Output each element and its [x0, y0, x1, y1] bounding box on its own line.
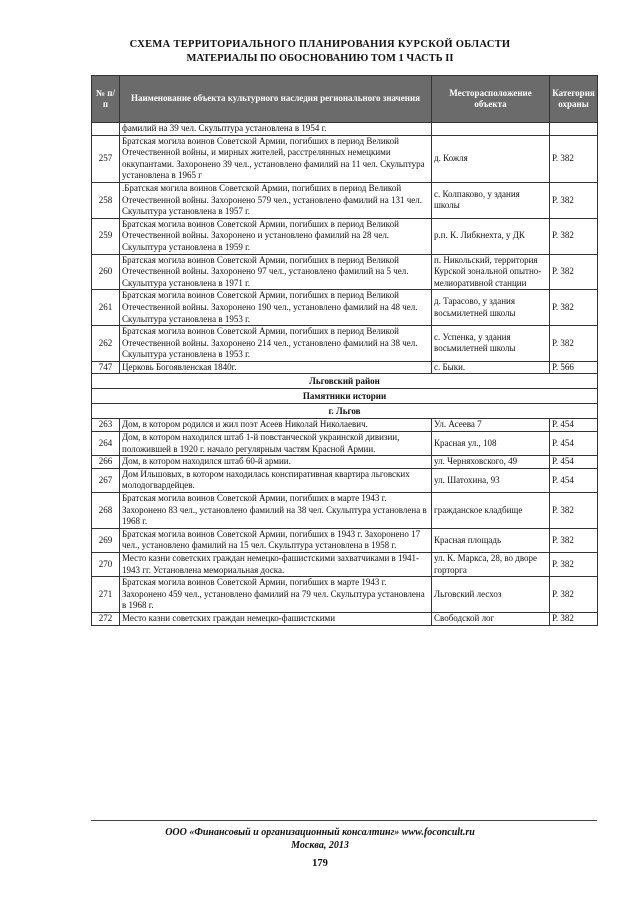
cell-name: Дом Ильшовых, в котором находилась конспиративная квартира льговских молодогвардейцев.	[120, 468, 432, 492]
cell-location: Льговский лесхоз	[432, 577, 550, 613]
cell-num: 268	[92, 493, 120, 529]
page-number: 179	[312, 858, 328, 869]
cell-num: 267	[92, 468, 120, 492]
cell-category: Р. 382	[550, 577, 598, 613]
cell-location: п. Никольский, территория Курской зональной опытно-мелиоративной станции	[432, 254, 550, 290]
cell-num: 266	[92, 456, 120, 469]
cell-location: ул. Черняховского, 49	[432, 456, 550, 469]
cell-name: Братская могила воинов Советской Армии, погибших в период Великой Отечественной войны. Захоронено и установлено фамилий на 28 чел. Скульптура установлена в 1959 г.	[120, 218, 432, 254]
table-row	[92, 612, 598, 625]
heritage-table	[91, 75, 598, 626]
cell-location: р.п. К. Либкнехта, у ДК	[432, 218, 550, 254]
cell-num: 261	[92, 290, 120, 326]
document-subtitle: МАТЕРИАЛЫ ПО ОБОСНОВАНИЮ ТОМ 1 ЧАСТЬ II	[186, 53, 454, 64]
cell-category	[550, 123, 598, 136]
footer-company: ООО «Финансовый и организационный консалтинг» www.foconcult.ru	[165, 827, 475, 838]
cell-location: с. Быки.	[432, 361, 550, 374]
cell-name: Братская могила воинов Советской Армии, погибших в период Великой Отечественной войны. Захоронено 97 чел., установлено фамилий на 5 чел. Скульптура установлена в 1971 г.	[120, 254, 432, 290]
cell-location: гражданское кладбище	[432, 493, 550, 529]
cell-location: ул. Шатохина, 93	[432, 468, 550, 492]
table-row	[92, 528, 598, 552]
cell-location: Красная ул., 108	[432, 432, 550, 456]
cell-name: Дом, в котором находился штаб 60-й армии.	[120, 456, 432, 469]
table-sections	[92, 374, 598, 419]
cell-category: Р. 382	[550, 493, 598, 529]
document-title: СХЕМА ТЕРРИТОРИАЛЬНОГО ПЛАНИРОВАНИЯ КУРСКОЙ ОБЛАСТИ	[129, 39, 511, 50]
cell-name: Братская могила воинов Советской Армии, погибших в марте 1943 г. Захоронено 459 чел., установлено фамилий на 79 чел. Скульптура установлена в 1968 г.	[120, 577, 432, 613]
table-row	[92, 432, 598, 456]
cell-num: 263	[92, 419, 120, 432]
cell-num: 257	[92, 135, 120, 182]
cell-num: 271	[92, 577, 120, 613]
table-row	[92, 493, 598, 529]
table-row	[92, 456, 598, 469]
cell-num: 258	[92, 182, 120, 218]
cell-name: Братская могила воинов Советской Армии, погибших в 1943 г. Захоронено 17 чел., установлено фамилий на 15 чел. Скульптура установлена в 1958 г.	[120, 528, 432, 552]
cell-location: Свободской лог	[432, 612, 550, 625]
cell-num: 270	[92, 553, 120, 577]
cell-num	[92, 123, 120, 136]
table-row	[92, 254, 598, 290]
cell-category: Р. 382	[550, 528, 598, 552]
cell-num: 264	[92, 432, 120, 456]
cell-category: Р. 454	[550, 456, 598, 469]
table-row	[92, 218, 598, 254]
section-type: Памятники истории	[92, 389, 598, 404]
col-header-name: Наименование объекта культурного наследия регионального значения	[120, 76, 432, 123]
table-row	[92, 468, 598, 492]
cell-location: д. Кожля	[432, 135, 550, 182]
cell-location: с. Колпаково, у здания школы	[432, 182, 550, 218]
section-district: Льговский район	[92, 374, 598, 389]
cell-category: Р. 454	[550, 419, 598, 432]
cell-category: Р. 382	[550, 135, 598, 182]
table-row	[92, 419, 598, 432]
section-city: г. Льгов	[92, 404, 598, 419]
cell-name: Братская могила воинов Советской Армии, погибших в марте 1943 г. Захоронено 83 чел., установлено фамилий на 38 чел. Скульптура установлена в 1968 г.	[120, 493, 432, 529]
cell-num: 259	[92, 218, 120, 254]
cell-category: Р. 454	[550, 432, 598, 456]
cell-name: Братская могила воинов Советской Армии, погибших в период Великой Отечественной войны, и мирных жителей, расстрелянных немецкими оккупантами. Захоронено 39 чел., установлено фамилий на 11 чел. Скульптура установлена в 1965 г	[120, 135, 432, 182]
cell-category: Р. 382	[550, 326, 598, 362]
cell-location: Ул. Асеева 7	[432, 419, 550, 432]
cell-category: Р. 454	[550, 468, 598, 492]
table-row	[92, 182, 598, 218]
cell-location: с. Успенка, у здания восьмилетней школы	[432, 326, 550, 362]
table-body-bottom	[92, 419, 598, 625]
table-row	[92, 577, 598, 613]
cell-name: Дом, в котором находился штаб 1-й повстанческой украинской дивизии, положившей в 1920 г. начало регулярным частям Красной Армии.	[120, 432, 432, 456]
cell-name: Место казни советских граждан немецко-фашистскими	[120, 612, 432, 625]
cell-category: Р. 382	[550, 553, 598, 577]
cell-category: Р. 382	[550, 218, 598, 254]
table-row	[92, 135, 598, 182]
section-row-type	[92, 389, 598, 404]
footer-divider	[91, 820, 597, 821]
cell-num: 272	[92, 612, 120, 625]
table-row	[92, 553, 598, 577]
cell-num: 747	[92, 361, 120, 374]
cell-location: д. Тарасово, у здания восьмилетней школы	[432, 290, 550, 326]
col-header-category: Категория охраны	[550, 76, 598, 123]
cell-location	[432, 123, 550, 136]
col-header-num: № п/п	[92, 76, 120, 123]
cell-name: Церковь Богоявленская 1840г.	[120, 361, 432, 374]
cell-name: Место казни советских граждан немецко-фашистскими захватчиками в 1941-1943 гг. Установлена мемориальная доска.	[120, 553, 432, 577]
cell-name: .Братская могила воинов Советской Армии, погибших в период Великой Отечественной войны. Захоронено 579 чел., установлено фамилий на 131 чел. Скульптура установлена в 1957 г.	[120, 182, 432, 218]
cell-category: Р. 566	[550, 361, 598, 374]
cell-location: Красная площадь	[432, 528, 550, 552]
cell-name: Братская могила воинов Советской Армии, погибших в период Великой Отечественной войны. Захоронено 190 чел., установлено фамилий на 48 чел. Скульптура установлена в 1953 г.	[120, 290, 432, 326]
section-row-district	[92, 374, 598, 389]
table-header-row	[92, 76, 598, 123]
table-row	[92, 123, 598, 136]
cell-category: Р. 382	[550, 182, 598, 218]
table-row	[92, 290, 598, 326]
cell-num: 269	[92, 528, 120, 552]
table-body-top	[92, 123, 598, 374]
col-header-location: Месторасположение объекта	[432, 76, 550, 123]
table-row	[92, 361, 598, 374]
section-row-city	[92, 404, 598, 419]
cell-name: Братская могила воинов Советской Армии, погибших в период Великой Отечественной войны. Захоронено 214 чел., установлено фамилий на 38 чел. Скульптура установлена в 1953 г.	[120, 326, 432, 362]
cell-name: Дом, в котором родился и жил поэт Асеев Николай Николаевич.	[120, 419, 432, 432]
cell-location: ул. К. Маркса, 28, во дворе горторга	[432, 553, 550, 577]
table-row	[92, 326, 598, 362]
cell-num: 260	[92, 254, 120, 290]
cell-category: Р. 382	[550, 612, 598, 625]
cell-name: фамилий на 39 чел. Скульптура установлена в 1954 г.	[120, 123, 432, 136]
cell-category: Р. 382	[550, 290, 598, 326]
cell-num: 262	[92, 326, 120, 362]
footer-city-year: Москва, 2013	[291, 840, 349, 851]
cell-category: Р. 382	[550, 254, 598, 290]
